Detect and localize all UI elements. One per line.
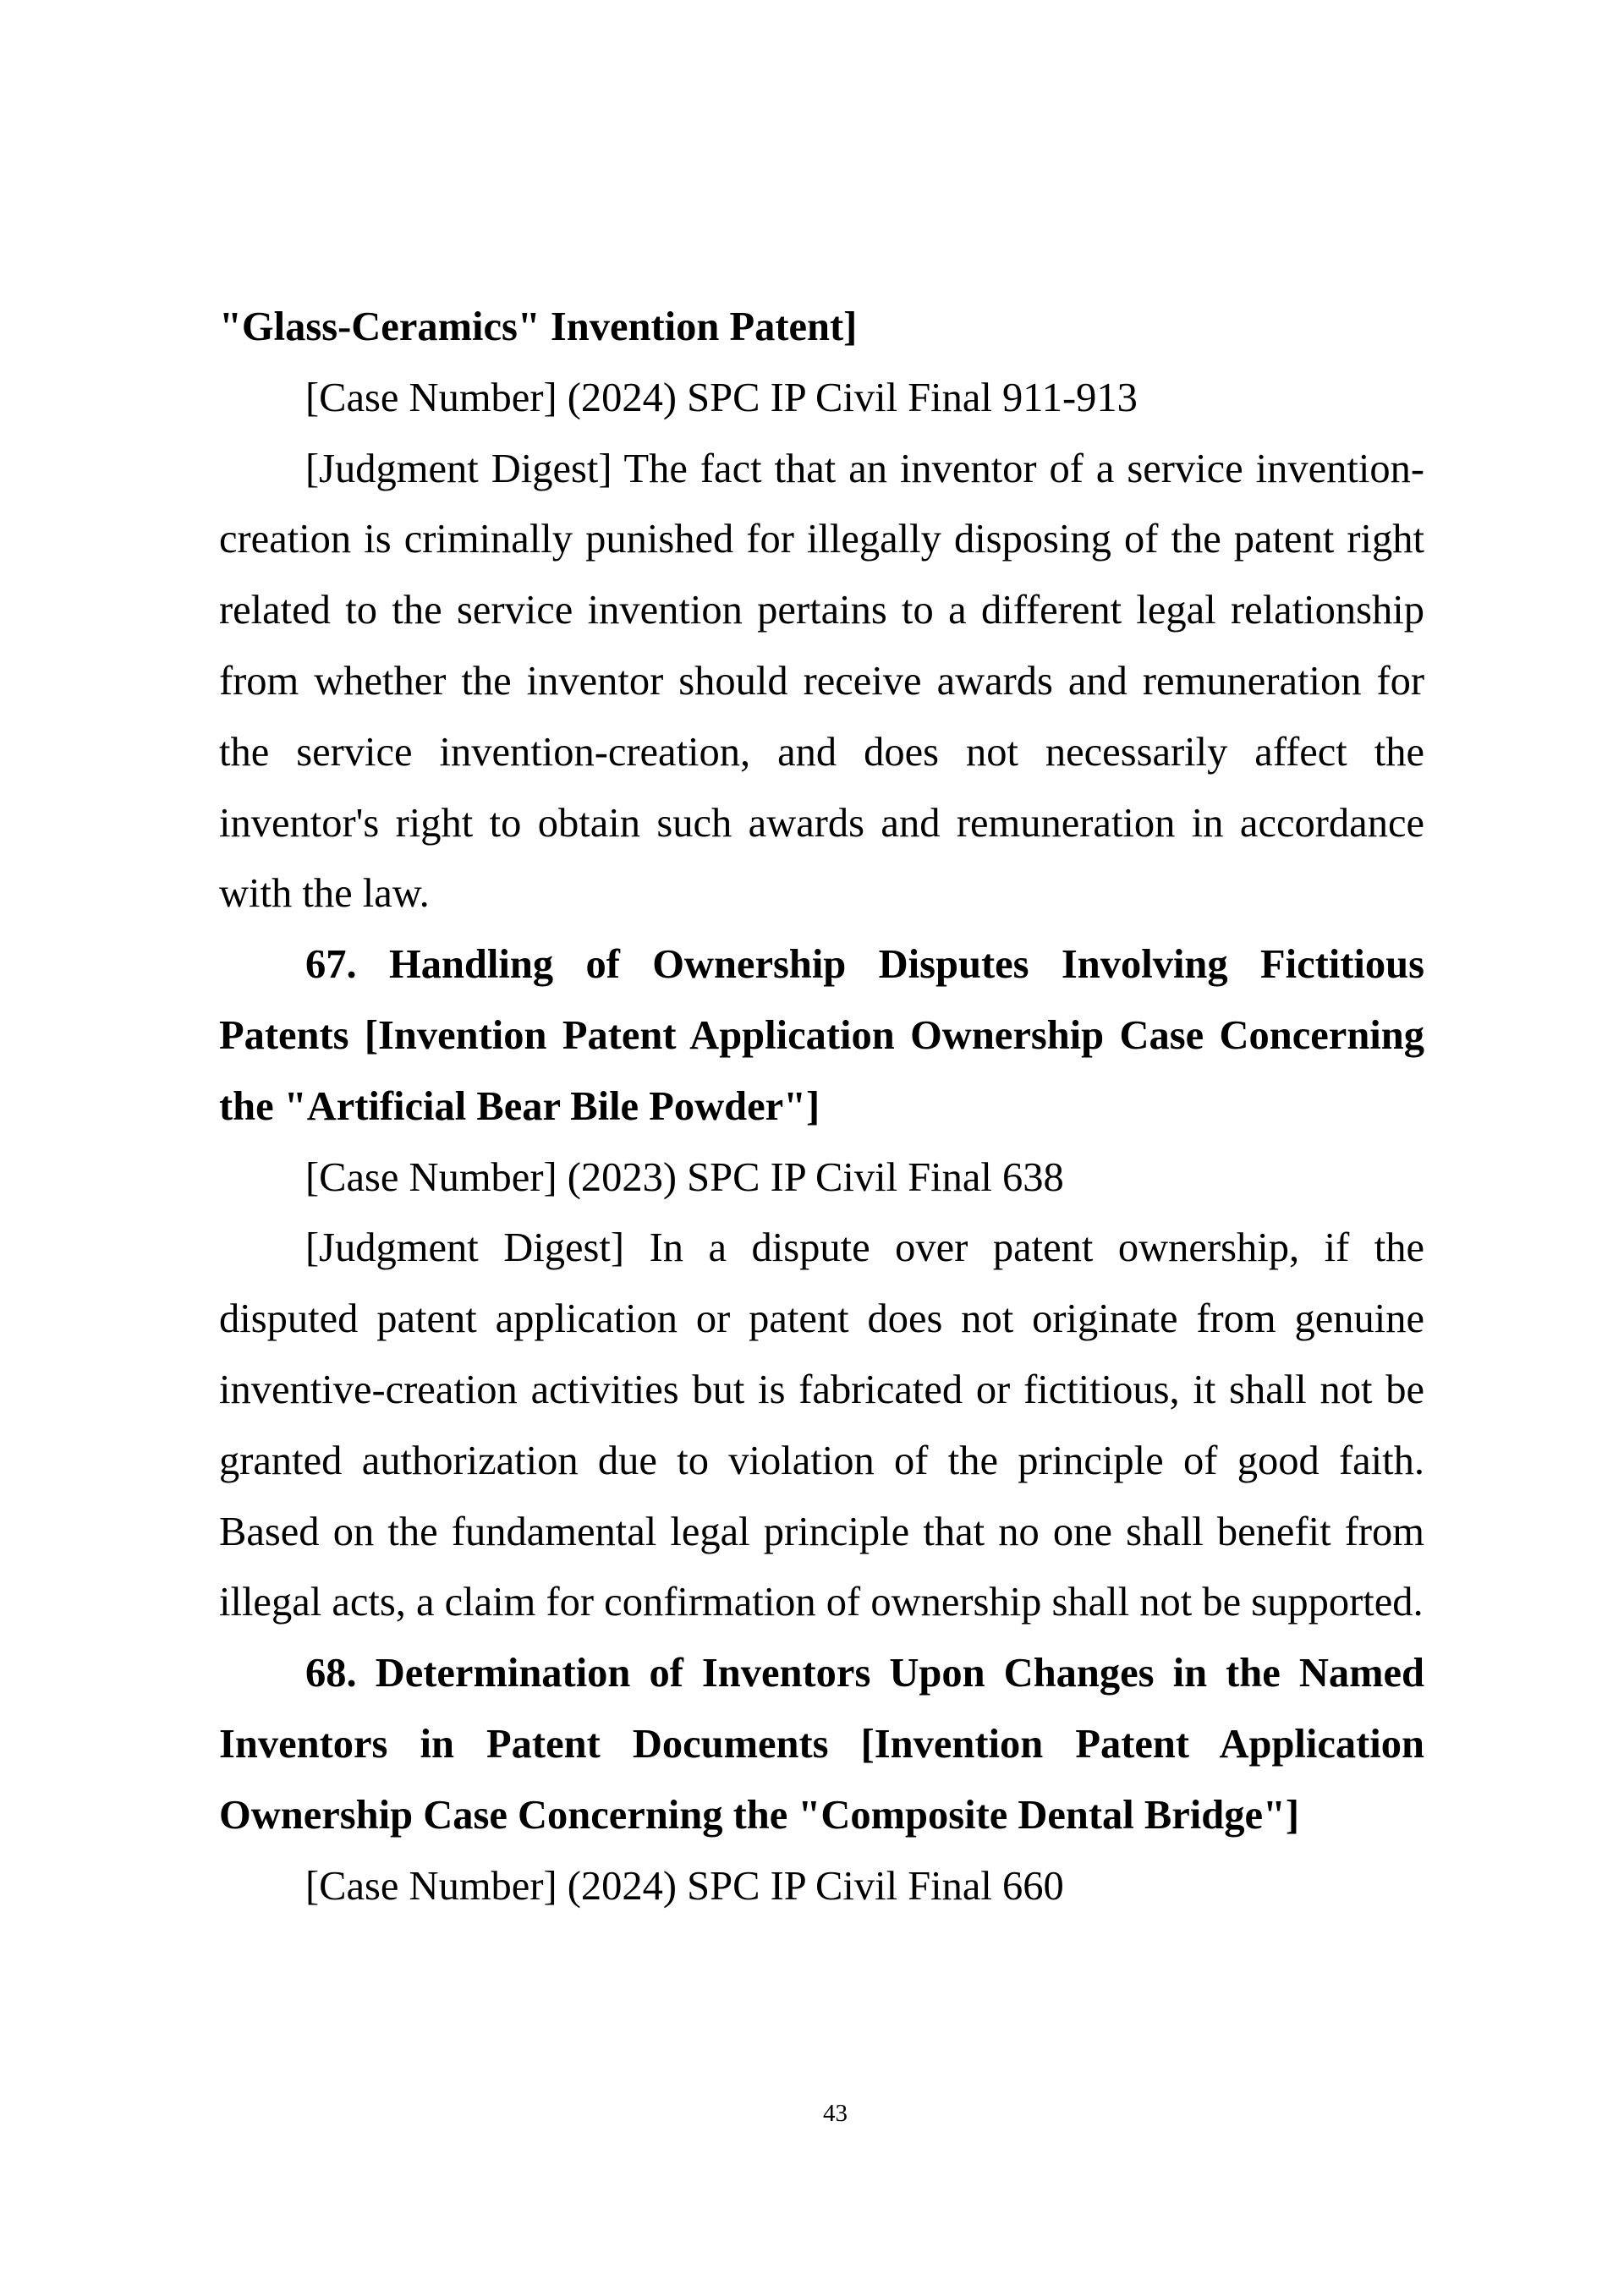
case-number: [Case Number] (2023) SPC IP Civil Final 638 bbox=[305, 1154, 1064, 1200]
judgment-digest: [Judgment Digest] The fact that an inventor of a service invention-creation is criminally punished for illegally disposing of the patent right related to the service invention pertains to a different legal relationship from whether the inventor should receive awards and remuneration for the service invention-creation, and does not necessarily affect the inventor's right to obtain such awards and remuneration in accordance with the law. bbox=[219, 446, 1424, 917]
case-number: [Case Number] (2024) SPC IP Civil Final 911-913 bbox=[305, 375, 1138, 420]
heading-continuation: "Glass-Ceramics" Invention Patent] bbox=[219, 304, 858, 349]
judgment-digest: [Judgment Digest] In a dispute over patent ownership, if the disputed patent application or patent does not originate from genuine inventive-creation activities but is fabricated or fictitious, it shall not be granted authorization due to violation of the principle of good faith. Based on the fundamental legal principle that no one shall benefit from illegal acts, a claim for confirmation of ownership shall not be supported. bbox=[219, 1225, 1424, 1625]
case-number: [Case Number] (2024) SPC IP Civil Final 660 bbox=[305, 1863, 1064, 1909]
page-number: 43 bbox=[823, 2100, 848, 2127]
section-heading-68: 68. Determination of Inventors Upon Changes in the Named Inventors in Patent Documents [Invention Patent Application Ownership Case Concerning the "Composite Dental Bridge"] bbox=[219, 1651, 1424, 1838]
document-body bbox=[219, 292, 1424, 1921]
section-heading-67: 67. Handling of Ownership Disputes Involving Fictitious Patents [Invention Patent Application Ownership Case Concerning the "Artificial Bear Bile Powder"] bbox=[219, 942, 1424, 1129]
